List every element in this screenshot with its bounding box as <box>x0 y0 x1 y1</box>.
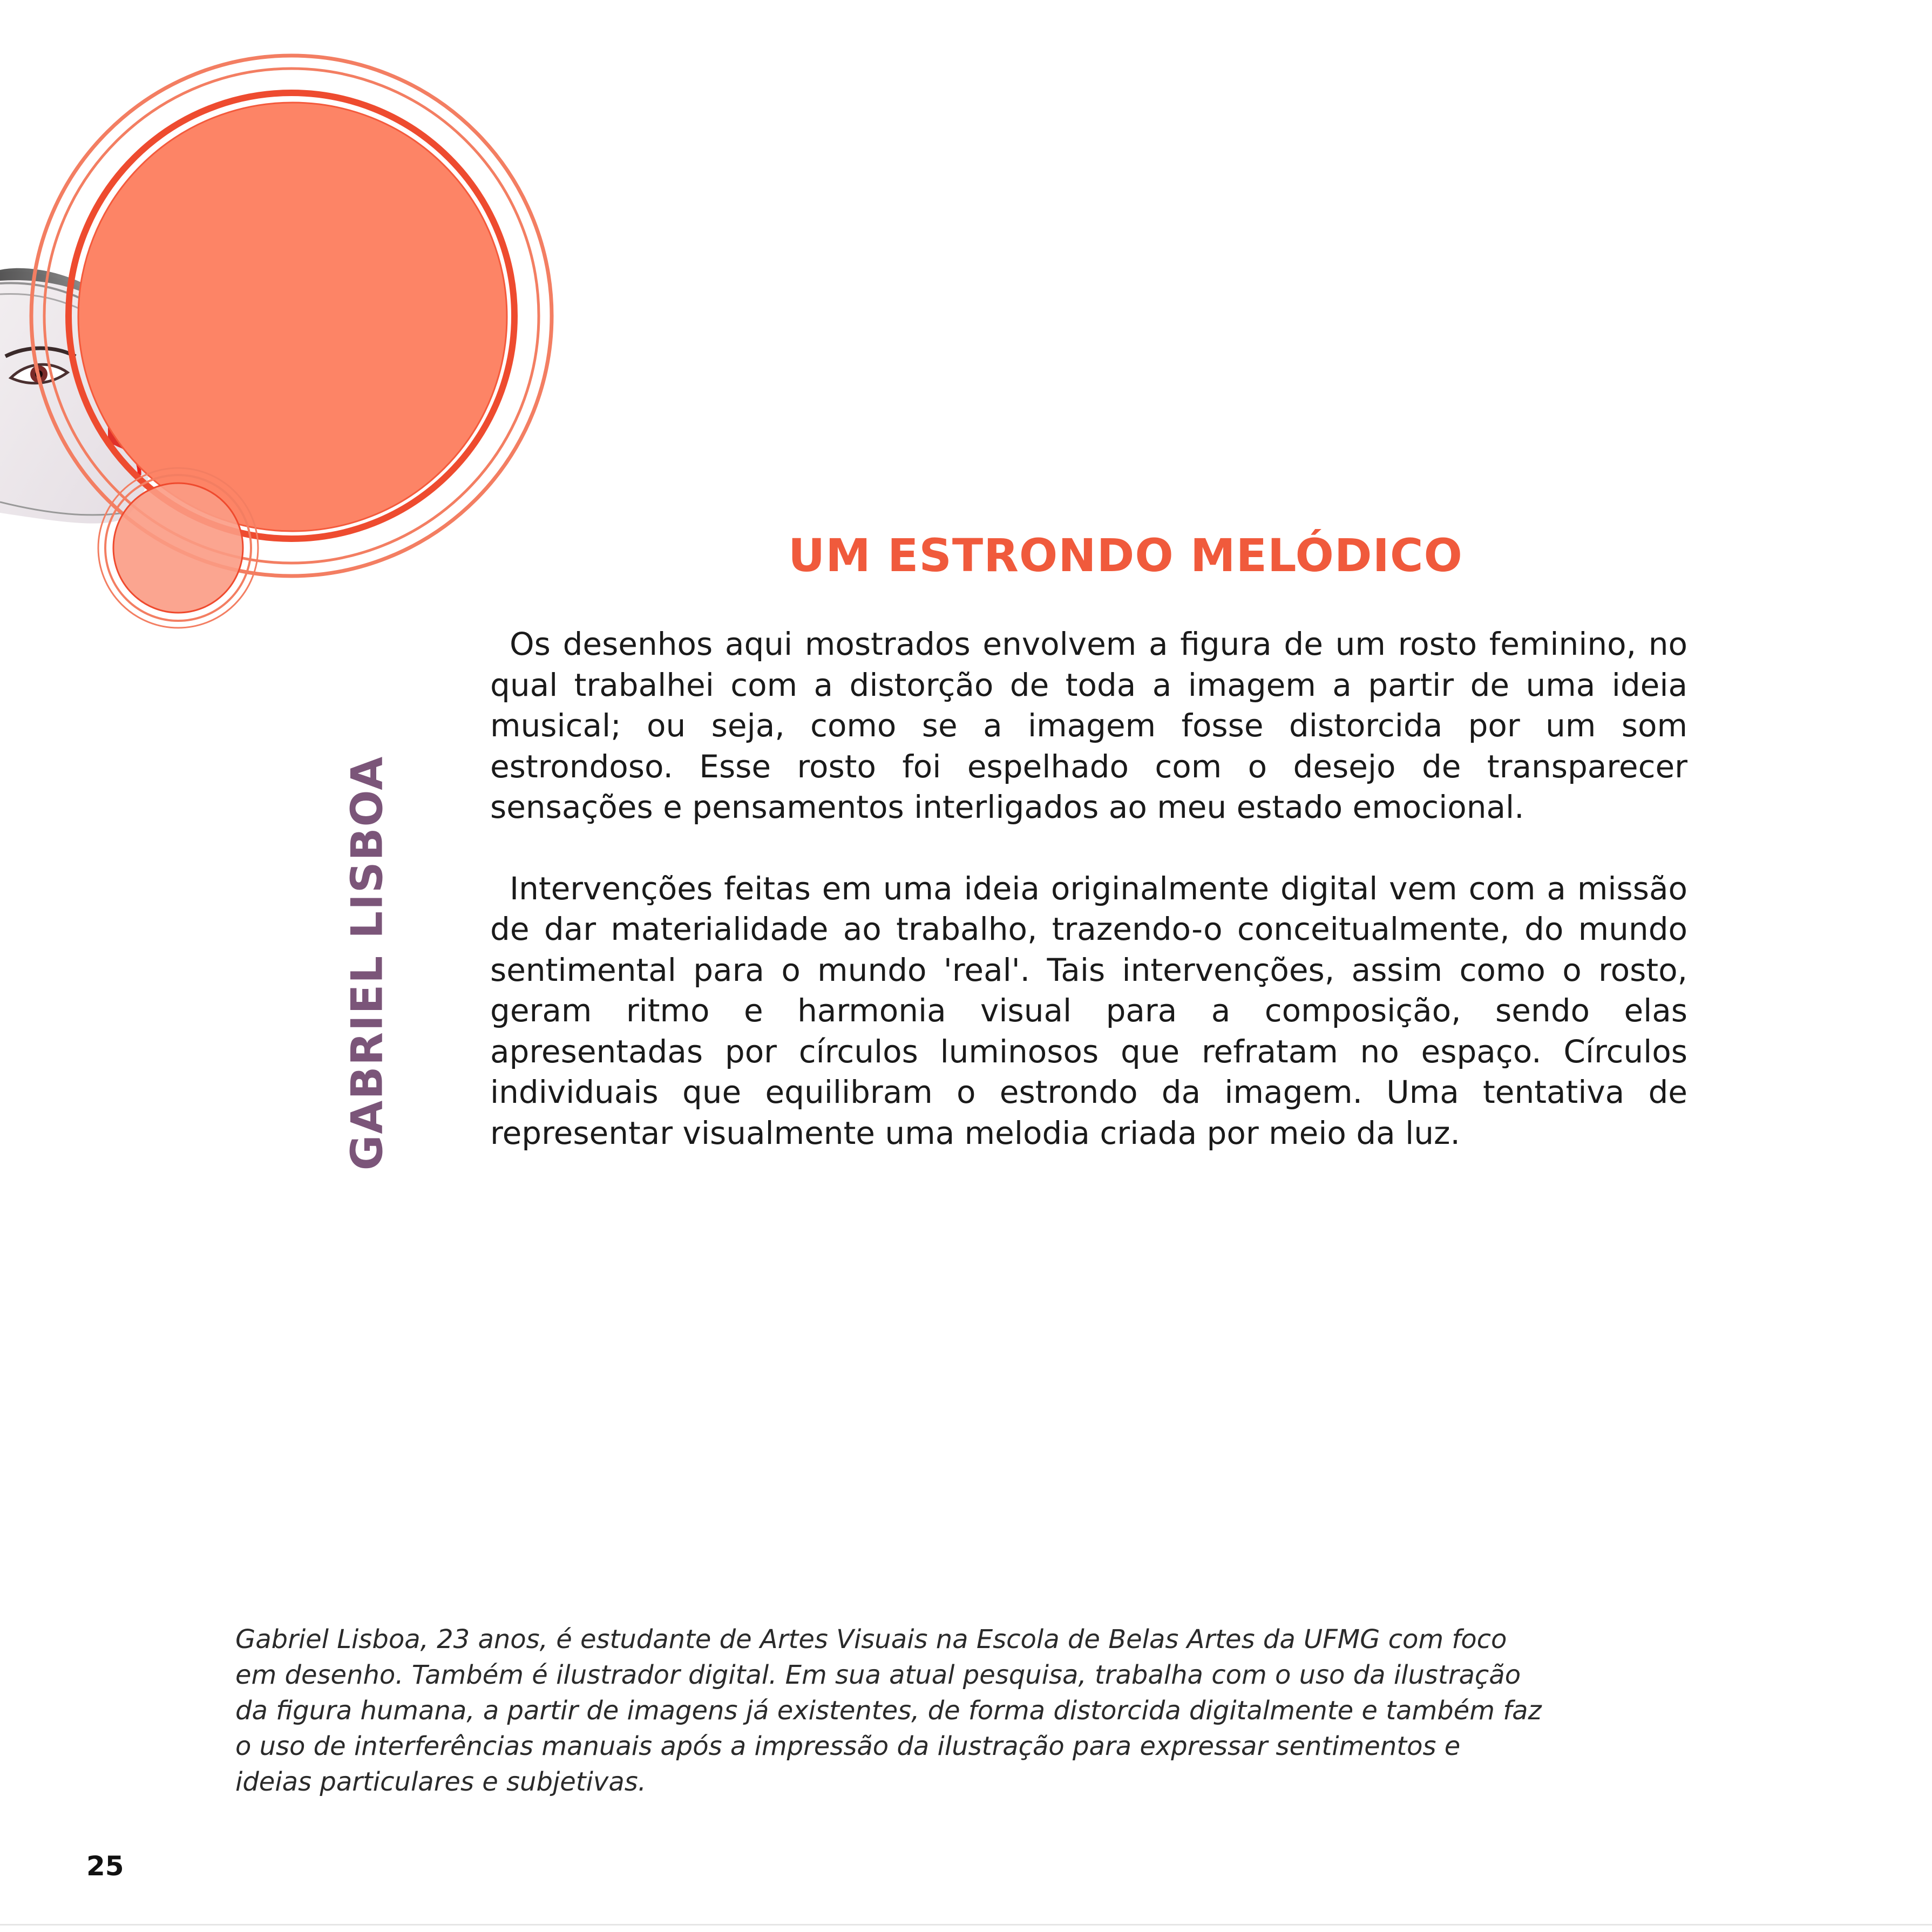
body-paragraph-1: Os desenhos aqui mostrados envolvem a figura de um rosto feminino, no qual trabalhei com a distorção de toda a imagem a partir de uma ideia musical; ou seja, como se a imagem fosse distorcida por um som estrondoso. Esse rosto foi espelhado com o desejo de transparecer sensações e pensamentos interligados ao meu estado emocional. <box>490 626 1687 825</box>
article-title: UM ESTRONDO MELÓDICO <box>788 529 1463 582</box>
circle-group-small <box>98 468 258 628</box>
author-name-vertical: GABRIEL LISBOA <box>342 755 392 1171</box>
footer-divider <box>0 1924 1932 1926</box>
page-number: 25 <box>86 1850 124 1882</box>
artwork-face-circles <box>0 0 594 648</box>
body-paragraph-2: Intervenções feitas em uma ideia originalmente digital vem com a missão de dar materialidade ao trabalho, trazendo-o conceitualmente, do mundo sentimental para o mundo 'real'. Tais intervenções, assim como o rosto, geram ritmo e harmonia visual para a composição, sendo elas apresentadas por círculos luminosos que refratam no espaço. Círculos individuais que equilibram o estrondo da imagem. Uma tentativa de representar visualmente uma melodia criada por meio da luz. <box>490 870 1687 1151</box>
author-bio: Gabriel Lisboa, 23 anos, é estudante de Artes Visuais na Escola de Belas Artes da UFMG com foco em desenho. Também é ilustrador digital. Em sua atual pesquisa, trabalha com o uso da ilustração da figura humana, a partir de imagens já existentes, de forma distorcida digitalmente e também faz o uso de interferências manuais após a impressão da ilustração para expressar sentimentos e ideias particulares e subjetivas. <box>235 1624 1542 1797</box>
article-body <box>490 624 1687 1154</box>
